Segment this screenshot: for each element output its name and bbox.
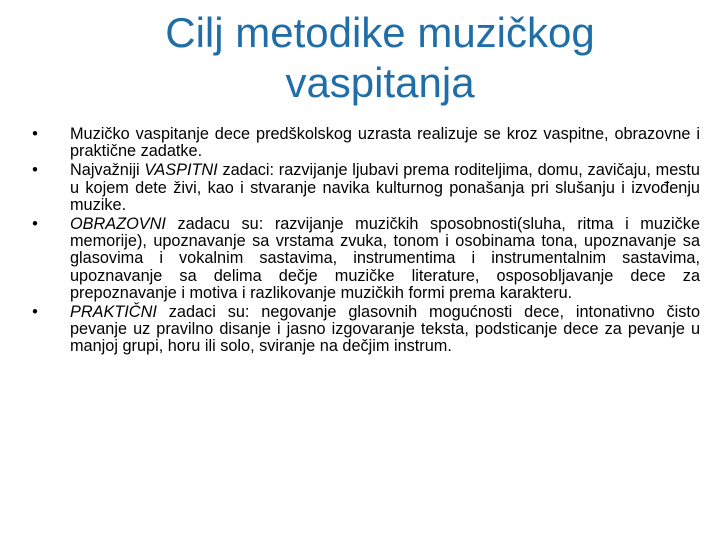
bullet-emphasis: OBRAZOVNI <box>70 215 166 234</box>
bullet-emphasis: PRAKTIČNI <box>70 303 157 322</box>
bullet-text: zadacu su: razvijanje muzičkih sposobnosti(sluha, ritma i muzičke memorije), upoznavanje sa vrstama zvuka, tonom i osobinama tona, upoznavanje sa glasovima i vokalnim sastavima, instrumentima i instrumentalnim sastavima, upoznavanje sa delima dečje muzičke literature, osposobljavanje dece za prepoznavanje i motiva i razlikovanje muzičkih formi prema karakteru. <box>70 215 700 302</box>
bullet-prefix: Najvažniji <box>70 161 145 180</box>
bullet-text: Muzičko vaspitanje dece predškolskog uzrasta realizuje se kroz vaspitne, obrazovne i praktične zadatke. <box>70 125 700 161</box>
bullet-text: zadaci: razvijanje ljubavi prema roditeljima, domu, zavičaju, mestu u kojem dete živi, kao i stvaranje navika kulturnog ponašanja pri slušanju i izvođenju muzike. <box>70 161 700 214</box>
slide-title: Cilj metodike muzičkog vaspitanja <box>165 9 595 106</box>
bullet-item <box>28 162 700 214</box>
bullet-marker: • <box>32 215 38 234</box>
bullet-text: zadaci su: negovanje glasovnih mogućnosti dece, intonativno čisto pevanje uz pravilno disanje i jasno izgovaranje teksta, podsticanje dece za pevanje u manjoj grupi, horu ili solo, sviranje na dečjim instrum. <box>70 303 700 356</box>
bullet-item <box>28 216 700 302</box>
bullet-marker: • <box>32 161 38 180</box>
bullet-item <box>28 304 700 356</box>
bullet-item <box>28 126 700 160</box>
bullet-list <box>28 126 700 358</box>
bullet-marker: • <box>32 125 38 143</box>
bullet-marker: • <box>32 303 38 322</box>
bullet-emphasis: VASPITNI <box>144 161 218 180</box>
